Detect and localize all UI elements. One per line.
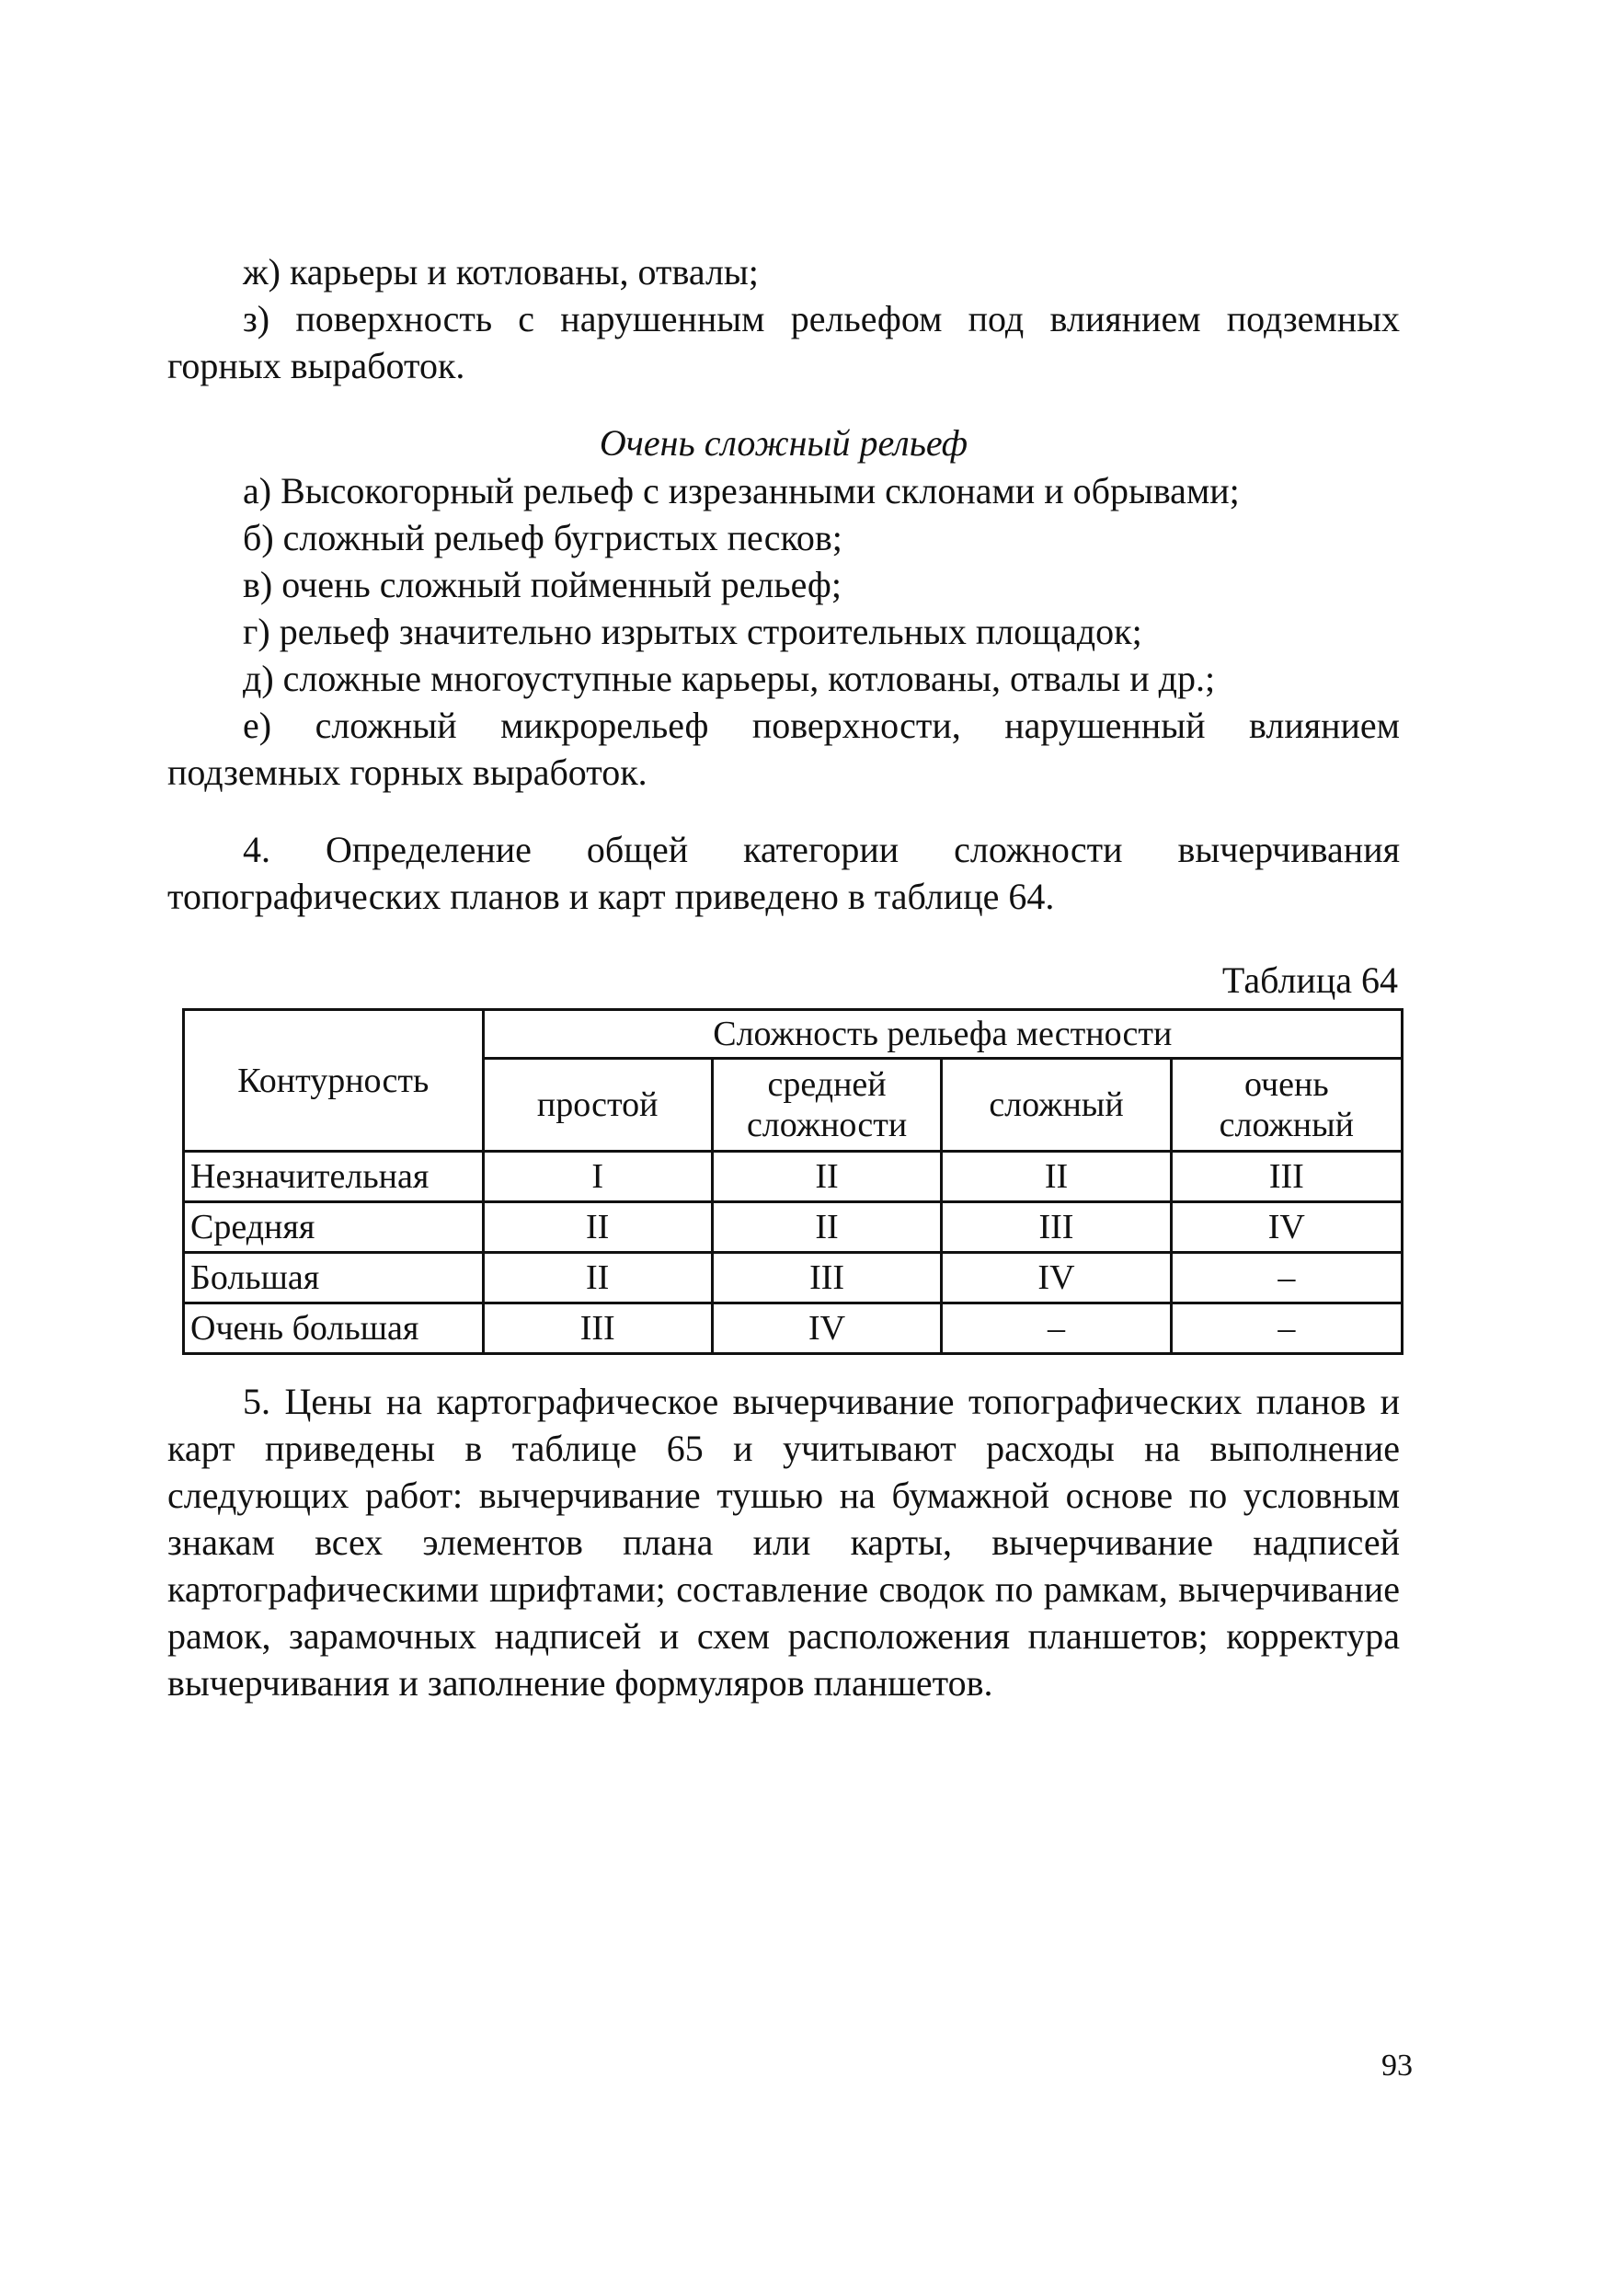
table-cell: II xyxy=(712,1152,942,1202)
table-cell: III xyxy=(942,1202,1171,1253)
paragraph-5 xyxy=(167,1378,1400,1706)
list-item: б) сложный рельеф бугристых песков; xyxy=(243,517,842,558)
table-cell: II xyxy=(483,1253,712,1303)
table-row xyxy=(184,1152,1403,1202)
table-cell: II xyxy=(483,1202,712,1253)
paragraph-number: 4. xyxy=(243,829,270,870)
row-label-cell: Средняя xyxy=(184,1202,484,1253)
table-row xyxy=(184,1202,1403,1253)
list-item: в) очень сложный пойменный рельеф; xyxy=(243,564,842,605)
column-header-cell: сложный xyxy=(942,1059,1171,1152)
paragraph-text: Определение общей категории сложности вычерчивания топографических планов и карт приведено в таблице 64. xyxy=(167,829,1401,917)
table-cell: III xyxy=(712,1253,942,1303)
table-cell: III xyxy=(483,1303,712,1354)
paragraph-number: 5. xyxy=(243,1381,270,1422)
section-list xyxy=(167,467,1400,796)
table-cell: IV xyxy=(1171,1202,1402,1253)
table-row xyxy=(184,1253,1403,1303)
list-item: д) сложные многоуступные карьеры, котлованы, отвалы и др.; xyxy=(243,658,1216,699)
paragraph-text: Цены на картографическое вычерчивание топографических планов и карт приведены в таблице 65 и учитывают расходы на выполнение следующих работ: вычерчивание тушью на бумажной основе по условным знакам всех элементов плана или карты, вычерчивание надписей картографическими шрифтами; составление сводок по рамкам, вычерчивание рамок, зарамочных надписей и схем расположения планшетов; корректура вычерчивания и заполнение формуляров планшетов. xyxy=(167,1381,1401,1704)
page-number: 93 xyxy=(1381,2049,1413,2083)
list-item: ж) карьеры и котлованы, отвалы; xyxy=(243,251,759,293)
table-cell: I xyxy=(483,1152,712,1202)
group-header-cell: Сложность рельефа местности xyxy=(483,1010,1402,1059)
category-table xyxy=(182,1008,1404,1355)
table-cell: II xyxy=(942,1152,1171,1202)
column-header-cell: средней сложности xyxy=(712,1059,942,1152)
list-item: е) сложный микрорельеф поверхности, нарушенный влиянием подземных горных выработок. xyxy=(167,705,1400,793)
row-label-cell: Очень большая xyxy=(184,1303,484,1354)
table-cell: – xyxy=(1171,1253,1402,1303)
table-row xyxy=(184,1303,1403,1354)
row-header-cell: Контурность xyxy=(184,1010,484,1152)
table-cell: III xyxy=(1171,1152,1402,1202)
list-item: г) рельеф значительно изрытых строительных площадок; xyxy=(243,611,1142,652)
row-label-cell: Большая xyxy=(184,1253,484,1303)
column-header-cell: очень сложный xyxy=(1171,1059,1402,1152)
table-cell: – xyxy=(1171,1303,1402,1354)
table-cell: IV xyxy=(942,1253,1171,1303)
section-heading: Очень сложный рельеф xyxy=(599,422,968,464)
table-cell: – xyxy=(942,1303,1171,1354)
row-label-cell: Незначительная xyxy=(184,1152,484,1202)
paragraph-4 xyxy=(167,826,1400,920)
top-list xyxy=(167,248,1400,389)
column-header-cell: простой xyxy=(483,1059,712,1152)
table-caption: Таблица 64 xyxy=(1221,959,1398,1001)
list-item: з) поверхность с нарушенным рельефом под влиянием подземных горных выработок. xyxy=(167,298,1400,386)
table-cell: II xyxy=(712,1202,942,1253)
table-cell: IV xyxy=(712,1303,942,1354)
list-item: а) Высокогорный рельеф с изрезанными склонами и обрывами; xyxy=(243,470,1240,511)
